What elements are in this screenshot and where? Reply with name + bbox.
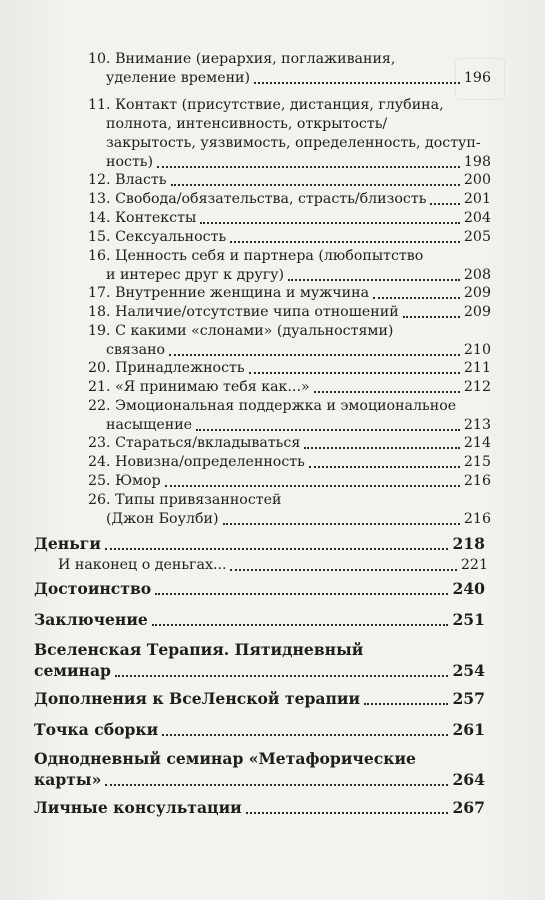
entry-line: [88, 491, 491, 510]
entry-title: 26. Типы привязанностей: [88, 492, 282, 508]
toc-subentry[interactable]: [88, 359, 491, 378]
dot-leader: [162, 734, 448, 736]
page-number: 257: [452, 689, 485, 708]
entry-line: [88, 50, 491, 69]
toc-section[interactable]: [34, 748, 485, 790]
page-number: 264: [452, 770, 485, 789]
entry-line: [88, 171, 491, 190]
page-number: 211: [463, 360, 491, 376]
dot-leader: [105, 548, 449, 550]
dot-leader: [373, 297, 460, 299]
page-number: 200: [463, 172, 491, 188]
toc-subentry[interactable]: [88, 303, 491, 322]
entry-title: И наконец о деньгах...: [58, 557, 227, 573]
entry-title: полнота, интенсивность, открытость/: [106, 116, 388, 132]
dot-leader: [230, 569, 456, 571]
page-number: 218: [452, 534, 485, 553]
entry-line: [88, 190, 491, 209]
page-number: 208: [463, 267, 491, 283]
entry-title: Дополнения к ВсеЛенской терапии: [34, 689, 361, 708]
entry-title: Заключение: [34, 610, 148, 629]
page-number: 261: [452, 720, 485, 739]
dot-leader: [246, 812, 449, 814]
toc-subentry[interactable]: [58, 556, 488, 575]
entry-line: [88, 341, 491, 360]
dot-leader: [196, 429, 460, 431]
dot-leader: [115, 675, 448, 677]
toc-subentry[interactable]: [88, 472, 491, 491]
entry-line: [88, 397, 491, 416]
entry-line: [34, 688, 485, 709]
entry-line: [88, 115, 491, 134]
entry-title: закрытость, уязвимость, определенность, доступ-: [106, 135, 481, 151]
dot-leader: [230, 241, 460, 243]
entry-line: [88, 228, 491, 247]
dot-leader: [249, 372, 460, 374]
entry-title: 13. Свобода/обязательства, страсть/близость: [88, 191, 427, 207]
page-number: 267: [452, 798, 485, 817]
page-number: 251: [452, 610, 485, 629]
entry-line: [88, 209, 491, 228]
entry-line: [88, 359, 491, 378]
page-number: 216: [463, 511, 491, 527]
toc-subentry[interactable]: [88, 209, 491, 228]
entry-title: 24. Новизна/определенность: [88, 454, 305, 470]
dot-leader: [304, 447, 460, 449]
dot-leader: [155, 593, 448, 595]
page-number: 196: [463, 70, 491, 86]
entry-title: насыщение: [106, 417, 193, 433]
entry-line: [88, 378, 491, 397]
dot-leader: [223, 523, 460, 525]
entry-title: связано: [106, 342, 166, 358]
entry-line: [88, 472, 491, 491]
page-number: 221: [460, 557, 488, 573]
entry-line: [88, 453, 491, 472]
toc-subentry[interactable]: [88, 247, 491, 285]
entry-line: [34, 797, 485, 818]
toc-subentry[interactable]: [88, 190, 491, 209]
entry-title: 10. Внимание (иерархия, поглаживания,: [88, 51, 396, 67]
dot-leader: [254, 82, 460, 84]
entry-title: 16. Ценность себя и партнера (любопытство: [88, 248, 424, 264]
entry-line: [34, 533, 485, 554]
entry-line: [88, 153, 491, 172]
page-number: 209: [463, 304, 491, 320]
entry-title: и интерес друг к другу): [106, 267, 285, 283]
toc-section[interactable]: [34, 688, 485, 709]
entry-title: 23. Стараться/вкладываться: [88, 435, 301, 451]
entry-title: Однодневный семинар «Метафорические: [34, 749, 416, 768]
page-number: 215: [463, 454, 491, 470]
toc-section[interactable]: [34, 639, 485, 681]
entry-title: Достоинство: [34, 579, 152, 598]
page-number: 213: [463, 417, 491, 433]
page-number: 210: [463, 342, 491, 358]
toc-subentry[interactable]: [88, 434, 491, 453]
page-number: 198: [463, 154, 491, 170]
entry-title: карты»: [34, 770, 102, 789]
dot-leader: [105, 784, 448, 786]
dot-leader: [169, 354, 460, 356]
entry-title: 19. С какими «слонами» (дуальностями): [88, 323, 394, 339]
toc-section[interactable]: [34, 533, 485, 554]
page-number: 212: [463, 379, 491, 395]
entry-title: 25. Юмор: [88, 473, 161, 489]
dot-leader: [200, 222, 460, 224]
dot-leader: [152, 624, 449, 626]
dot-leader: [288, 279, 460, 281]
entry-line: [34, 578, 485, 599]
toc-section[interactable]: [34, 609, 485, 630]
entry-line: [88, 69, 491, 88]
dot-leader: [165, 485, 460, 487]
entry-line: [88, 284, 491, 303]
toc-subentry[interactable]: [88, 96, 491, 172]
toc-section[interactable]: [34, 797, 485, 818]
entry-line: [88, 266, 491, 285]
entry-line: [58, 556, 488, 575]
entry-title: 17. Внутренние женщина и мужчина: [88, 285, 370, 301]
toc-section[interactable]: [34, 719, 485, 740]
entry-line: [34, 609, 485, 630]
entry-title: 20. Принадлежность: [88, 360, 245, 376]
toc-subentry[interactable]: [88, 397, 491, 435]
entry-line: [34, 748, 485, 769]
entry-title: 21. «Я принимаю тебя как...»: [88, 379, 310, 395]
toc-subentry[interactable]: [88, 171, 491, 190]
toc-subentry[interactable]: [88, 378, 491, 397]
entry-title: ность): [106, 154, 154, 170]
entry-title: 15. Сексуальность: [88, 229, 227, 245]
entry-title: 12. Власть: [88, 172, 167, 188]
entry-line: [34, 719, 485, 740]
dot-leader: [157, 166, 460, 168]
toc-subentry[interactable]: [88, 453, 491, 472]
page-number: 201: [463, 191, 491, 207]
entry-line: [88, 416, 491, 435]
entry-title: семинар: [34, 661, 111, 680]
dot-leader: [309, 466, 460, 468]
dot-leader: [171, 184, 460, 186]
toc-subentry[interactable]: [88, 228, 491, 247]
entry-line: [88, 303, 491, 322]
entry-line: [88, 510, 491, 529]
entry-line: [34, 639, 485, 660]
entry-title: 14. Контексты: [88, 210, 197, 226]
toc-subentry[interactable]: [88, 284, 491, 303]
page-number: 204: [463, 210, 491, 226]
page-number: 216: [463, 473, 491, 489]
entry-line: [88, 134, 491, 153]
entry-title: Личные консультации: [34, 798, 242, 817]
entry-line: [88, 247, 491, 266]
toc-section[interactable]: [34, 578, 485, 599]
entry-title: 18. Наличие/отсутствие чипа отношений: [88, 304, 399, 320]
page-number: 240: [452, 579, 485, 598]
entry-title: Вселенская Терапия. Пятидневный: [34, 640, 364, 659]
dot-leader: [430, 203, 459, 205]
entry-line: [88, 434, 491, 453]
toc-subentry[interactable]: [88, 322, 491, 360]
entry-line: [34, 660, 485, 681]
entry-title: уделение времени): [106, 70, 251, 86]
page-number: 205: [463, 229, 491, 245]
toc-subentry[interactable]: [88, 50, 491, 88]
page-number: 209: [463, 285, 491, 301]
entry-line: [88, 96, 491, 115]
entry-title: 11. Контакт (присутствие, дистанция, глубина,: [88, 97, 444, 113]
entry-title: (Джон Боулби): [106, 511, 219, 527]
entry-line: [34, 769, 485, 790]
entry-title: Точка сборки: [34, 720, 159, 739]
toc-subentry[interactable]: [88, 491, 491, 529]
entry-title: 22. Эмоциональная поддержка и эмоциональное: [88, 398, 457, 414]
entry-title: Деньги: [34, 534, 101, 553]
page-number: 254: [452, 661, 485, 680]
dot-leader: [364, 703, 448, 705]
dot-leader: [314, 391, 460, 393]
entry-line: [88, 322, 491, 341]
dot-leader: [403, 316, 460, 318]
page-number: 214: [463, 435, 491, 451]
